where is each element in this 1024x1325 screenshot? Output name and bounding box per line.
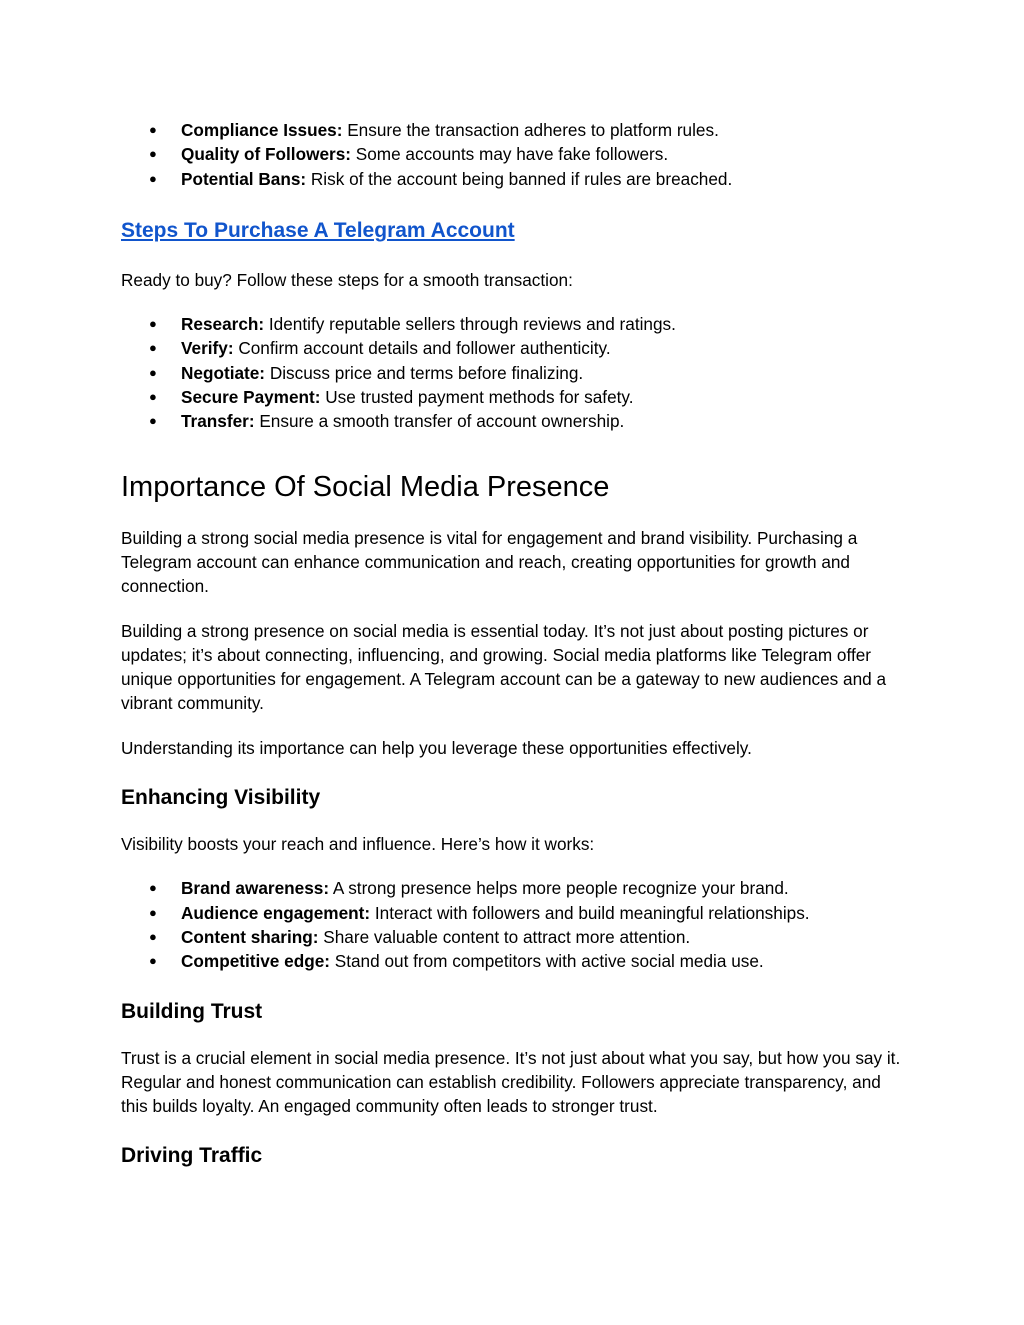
- bullet-term: Potential Bans:: [181, 168, 307, 189]
- bullet-text: Use trusted payment methods for safety.: [320, 387, 634, 408]
- steps-intro: Ready to buy? Follow these steps for a smooth transaction:: [121, 269, 573, 290]
- bullet-term: Audience engagement:: [181, 902, 371, 923]
- bullet-text: Discuss price and terms before finalizing.: [265, 362, 584, 383]
- importance-paragraph-2: Building a strong presence on social media is essential today. It’s not just about posting pictures or updates; it’s about connecting, influencing, and growing. Social media platforms like Telegram offer unique opportunities for engagement. A Telegram account can be a gateway to new audiences and a vibrant community.: [121, 620, 887, 714]
- visibility-bullet-list: [121, 876, 911, 973]
- bullet-term: Negotiate:: [181, 362, 266, 383]
- bullet-icon: ●: [149, 880, 157, 896]
- bullet-term: Secure Payment:: [181, 387, 321, 408]
- bullet-text: Stand out from competitors with active social media use.: [329, 951, 764, 972]
- intro-bullet-list: [121, 118, 911, 191]
- bullet-text: Ensure the transaction adheres to platform rules.: [342, 120, 719, 140]
- bullet-term: Transfer:: [181, 411, 255, 432]
- bullet-term: Brand awareness:: [181, 878, 330, 899]
- list-item: [121, 949, 911, 973]
- bullet-icon: ●: [149, 146, 157, 162]
- trust-paragraph: Trust is a crucial element in social media presence. It’s not just about what you say, but how you say it. Regular and honest communication can establish credibility. Followers appreciate transparency, and this builds loyalty. An engaged community often leads to stronger trust.: [121, 1047, 901, 1117]
- bullet-icon: ●: [149, 364, 157, 380]
- list-item: [121, 876, 911, 900]
- bullet-icon: ●: [149, 413, 157, 429]
- list-item: [121, 142, 911, 166]
- traffic-heading: Driving Traffic: [121, 1144, 263, 1168]
- bullet-text: Some accounts may have fake followers.: [350, 144, 669, 165]
- bullet-icon: ●: [149, 904, 157, 920]
- list-item: [121, 901, 911, 925]
- bullet-text: Identify reputable sellers through reviews and ratings.: [264, 314, 676, 335]
- list-item: [121, 361, 911, 385]
- bullet-term: Research:: [181, 314, 265, 335]
- bullet-text: Interact with followers and build meaningful relationships.: [370, 902, 810, 923]
- bullet-icon: ●: [149, 316, 157, 332]
- bullet-text: Share valuable content to attract more attention.: [318, 926, 691, 947]
- bullet-icon: ●: [149, 389, 157, 405]
- bullet-text: A strong presence helps more people recognize your brand.: [329, 878, 789, 899]
- bullet-term: Competitive edge:: [181, 951, 330, 972]
- bullet-term: Compliance Issues:: [181, 120, 343, 140]
- list-item: [121, 336, 911, 360]
- list-item: [121, 925, 911, 949]
- bullet-text: Ensure a smooth transfer of account ownership.: [254, 411, 625, 432]
- importance-paragraph-3: Understanding its importance can help you leverage these opportunities effectively.: [121, 737, 752, 758]
- bullet-icon: ●: [149, 170, 157, 186]
- visibility-heading: Enhancing Visibility: [121, 786, 321, 810]
- bullet-term: Quality of Followers:: [181, 144, 351, 165]
- bullet-icon: ●: [149, 122, 157, 137]
- bullet-icon: ●: [149, 928, 157, 944]
- bullet-icon: ●: [149, 953, 157, 969]
- document-content: [121, 118, 911, 1170]
- importance-paragraph-1: Building a strong social media presence is vital for engagement and brand visibility. Purchasing a Telegram account can enhance communication and reach, creating opportunities for growth and connection.: [121, 527, 858, 597]
- list-item: [121, 167, 911, 191]
- bullet-text: Confirm account details and follower authenticity.: [233, 338, 611, 359]
- bullet-term: Verify:: [181, 338, 234, 359]
- importance-heading: Importance Of Social Media Presence: [121, 470, 610, 503]
- list-item: [121, 118, 911, 142]
- bullet-term: Content sharing:: [181, 926, 319, 947]
- steps-heading-link[interactable]: Steps To Purchase A Telegram Account: [121, 218, 515, 242]
- list-item: [121, 312, 911, 336]
- steps-bullet-list: [121, 312, 911, 433]
- bullet-icon: ●: [149, 340, 157, 356]
- list-item: [121, 385, 911, 409]
- visibility-intro: Visibility boosts your reach and influence. Here’s how it works:: [121, 834, 595, 855]
- bullet-text: Risk of the account being banned if rules are breached.: [306, 168, 733, 189]
- list-item: [121, 409, 911, 433]
- trust-heading: Building Trust: [121, 999, 263, 1023]
